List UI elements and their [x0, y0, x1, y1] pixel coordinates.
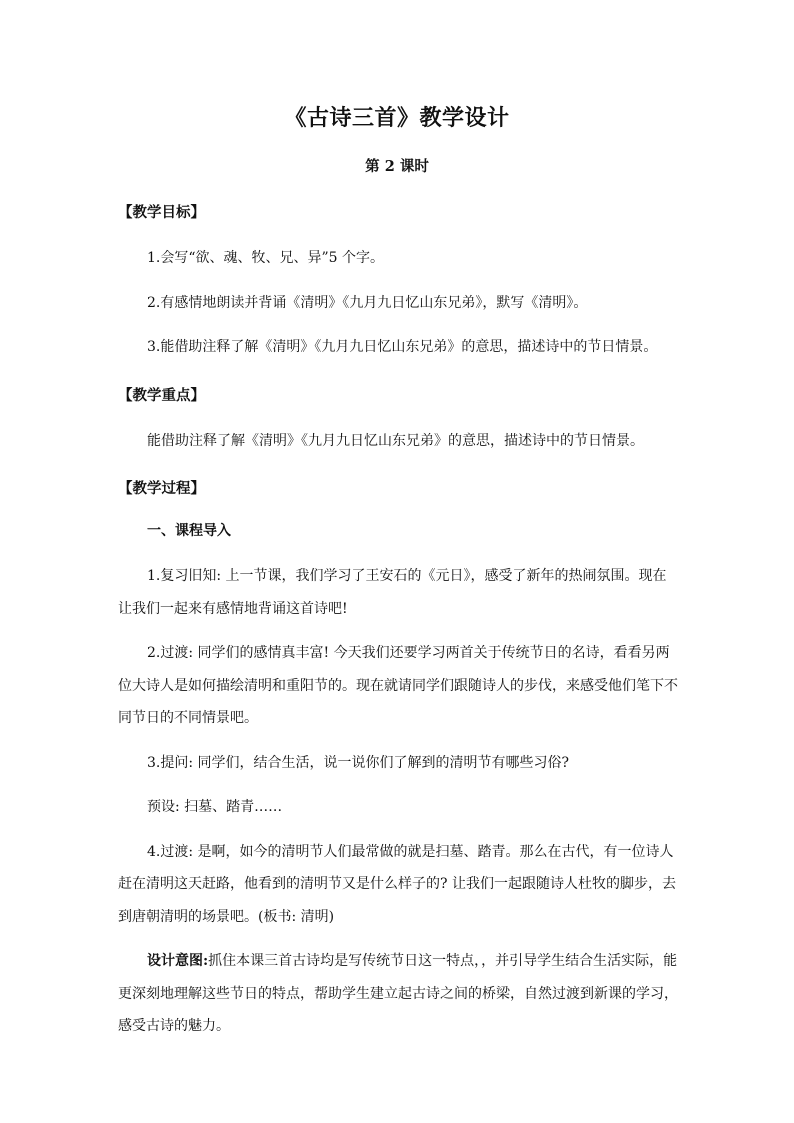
design-intent-label: 设计意图: [147, 953, 209, 969]
section-heading-key-points: 【教学重点】 [118, 386, 205, 404]
section-heading-goals: 【教学目标】 [118, 204, 205, 221]
design-intent-paragraph [118, 945, 678, 1043]
process-paragraph-2: 2.过渡: 同学们的感情真丰富! 今天我们还要学习两首关于传统节日的名诗，看看另两位大诗人是如何描绘清明和重阳节的。现在就请同学们跟随诗人的步伐，来感受他们笔下不同节日的不同情景吧。 [118, 645, 678, 726]
document-subtitle: 第 2 课时 [365, 158, 429, 175]
goal-item-2: 2.有感情地朗读并背诵《清明》《九月九日忆山东兄弟》，默写《清明》。 [147, 294, 588, 311]
key-points-text: 能借助注释了解《清明》《九月九日忆山东兄弟》的意思，描述诗中的节日情景。 [147, 432, 644, 449]
process-part1-heading: 一、课程导入 [147, 523, 231, 539]
document-body [118, 200, 678, 1043]
goal-item-3: 3.能借助注释了解《清明》《九月九日忆山东兄弟》的意思，描述诗中的节日情景。 [147, 339, 658, 355]
goal-item-1: 1.会写“欲、魂、牧、兄、异”5 个字。 [147, 250, 385, 266]
process-paragraph-3: 3.提问: 同学们，结合生活，说一说你们了解到的清明节有哪些习俗? [147, 754, 570, 771]
process-paragraph-4: 4.过渡: 是啊，如今的清明节人们最常做的就是扫墓、踏青。那么在古代，有一位诗人赶在清明这天赶路，他看到的清明节又是什么样子的? 让我们一起跟随诗人杜牧的脚步，去到唐朝清明的场景吧。(板书: 清明) [118, 843, 676, 925]
process-preset-answer: 预设: 扫墓、踏青…… [147, 799, 283, 815]
process-paragraph-1: 1.复习旧知: 上一节课，我们学习了王安石的《元日》，感受了新年的热闹氛围。现在让我们一起来有感情地背诵这首诗吧! [118, 568, 667, 617]
section-heading-process: 【教学过程】 [118, 480, 205, 497]
design-intent-text: 抓住本课三首古诗均是写传统节日这一特点，，并引导学生结合生活实际，能更深刻地理解这些节日的特点，帮助学生建立起古诗之间的桥梁，自然过渡到新课的学习，感受古诗的魅力。 [118, 953, 678, 1034]
document-title: 《古诗三首》教学设计 [284, 105, 510, 131]
